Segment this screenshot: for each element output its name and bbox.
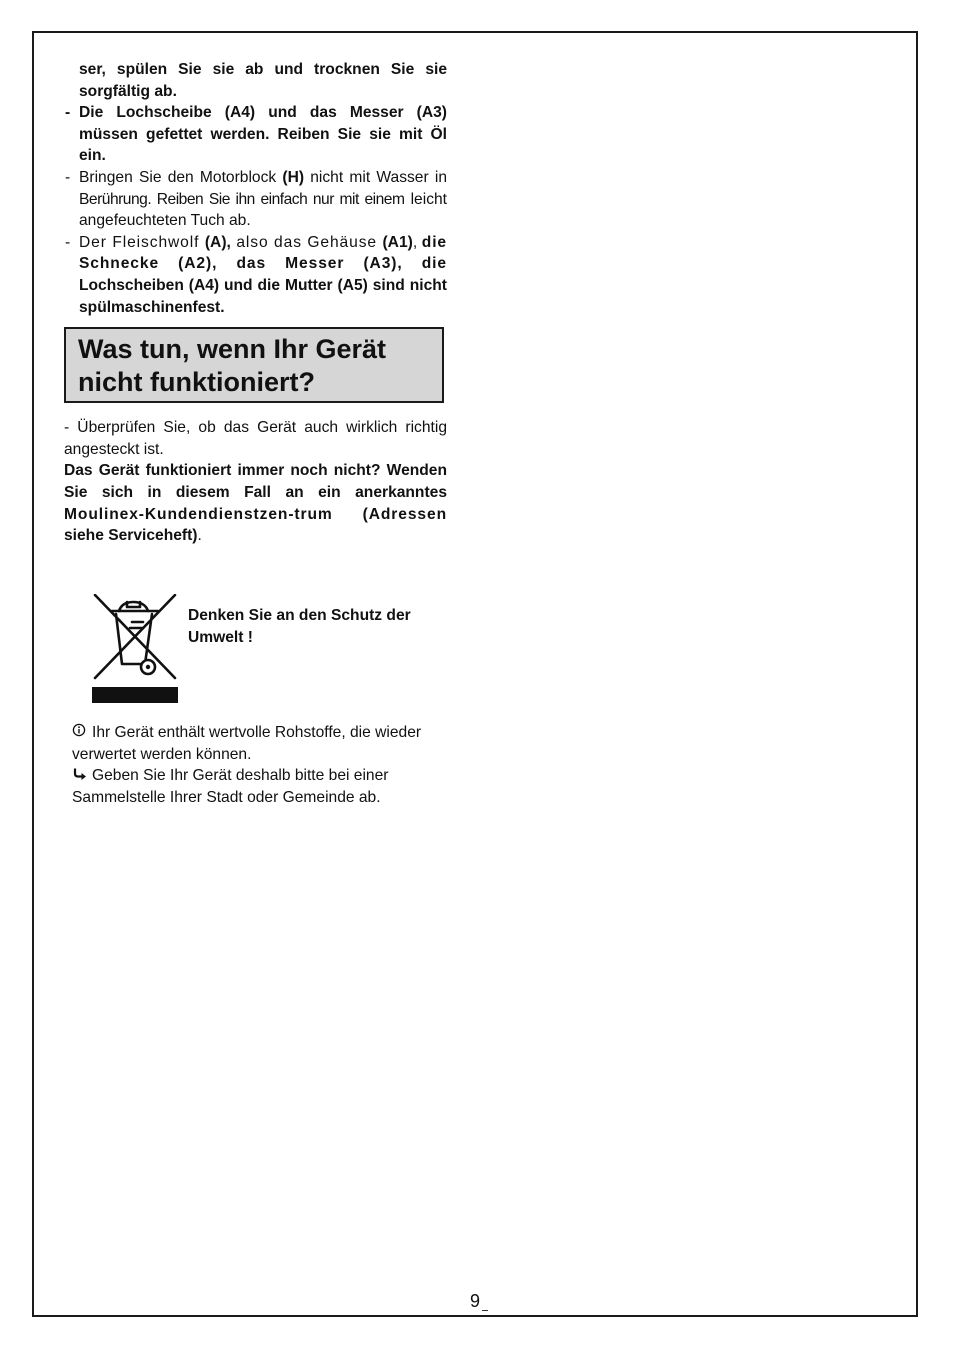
page-number: 9 — [470, 1291, 481, 1311]
service-text-c: siehe Serviceheft) — [64, 527, 198, 545]
motor-text-2c: leicht angefeuchteten Tuch ab. — [79, 190, 447, 230]
troubleshooting-text — [64, 417, 447, 547]
dishwasher-ref-a1: (A1) — [382, 233, 413, 251]
check-plug-text: - Überprüfen Sie, ob das Gerät auch wirklich richtig angesteckt ist. — [64, 419, 447, 458]
service-text-b: Moulinex-Kundendienstzen-trum (Adressen — [64, 505, 447, 523]
section-heading — [64, 327, 444, 403]
motor-text-2b: Berührung. Reiben Sie ihn einfach nur mit einem — [79, 190, 405, 208]
dishwasher-text-2: also das Gehäuse — [230, 233, 383, 251]
list-dash: - — [65, 233, 71, 251]
text-column — [64, 59, 447, 547]
heading-line-2: nicht funktioniert? — [78, 367, 315, 398]
arrow-text: Geben Sie Ihr Gerät deshalb bitte bei einer Sammelstelle Ihrer Stadt oder Gemeinde ab. — [72, 767, 389, 806]
service-period: . — [197, 527, 202, 545]
environment-title: Denken Sie an den Schutz der Umwelt ! — [188, 607, 411, 646]
continued-instruction: ser, spülen Sie sie ab und trocknen Sie sie sorgfältig ab. — [79, 61, 447, 100]
list-item-motor — [64, 167, 447, 232]
list-item-grease — [64, 102, 447, 167]
recycling-info — [72, 722, 452, 809]
dishwasher-text-1: Der Fleischwolf — [79, 233, 205, 251]
motor-text-1: Bringen Sie den Motorblock — [79, 168, 283, 186]
grease-text: Die Lochscheibe (A4) und das Messer (A3) müssen gefettet werden. Reiben Sie sie mit Öl ein. — [79, 104, 447, 165]
curved-arrow-icon — [72, 765, 92, 787]
motor-text-2a: nicht mit Wasser in — [304, 168, 447, 186]
service-text-a: Das Gerät funktioniert immer noch nicht? Wenden Sie sich in diesem Fall an ein anerkanntes — [64, 462, 447, 501]
list-dash: - — [65, 104, 71, 122]
info-text: Ihr Gerät enthält wertvolle Rohstoffe, die wieder verwertet werden können. — [72, 724, 422, 763]
dishwasher-ref-a: (A), — [204, 233, 231, 251]
list-dash: - — [65, 168, 71, 186]
list-item-dishwasher — [64, 232, 447, 318]
dishwasher-bold-3b: Lochscheiben (A4) und die Mutter (A5) sind nicht spülmaschinenfest. — [79, 276, 447, 316]
dishwasher-comma: , — [412, 233, 418, 251]
page-number-underline — [482, 1310, 488, 1311]
motor-ref: (H) — [282, 168, 305, 186]
crossed-out-wheelie-bin-icon — [92, 594, 178, 704]
heading-line-1: Was tun, wenn Ihr Gerät — [78, 334, 387, 365]
dishwasher-bold-3a: die Schnecke (A2), das Messer (A3), die — [79, 233, 447, 273]
info-circle-icon — [72, 722, 92, 744]
